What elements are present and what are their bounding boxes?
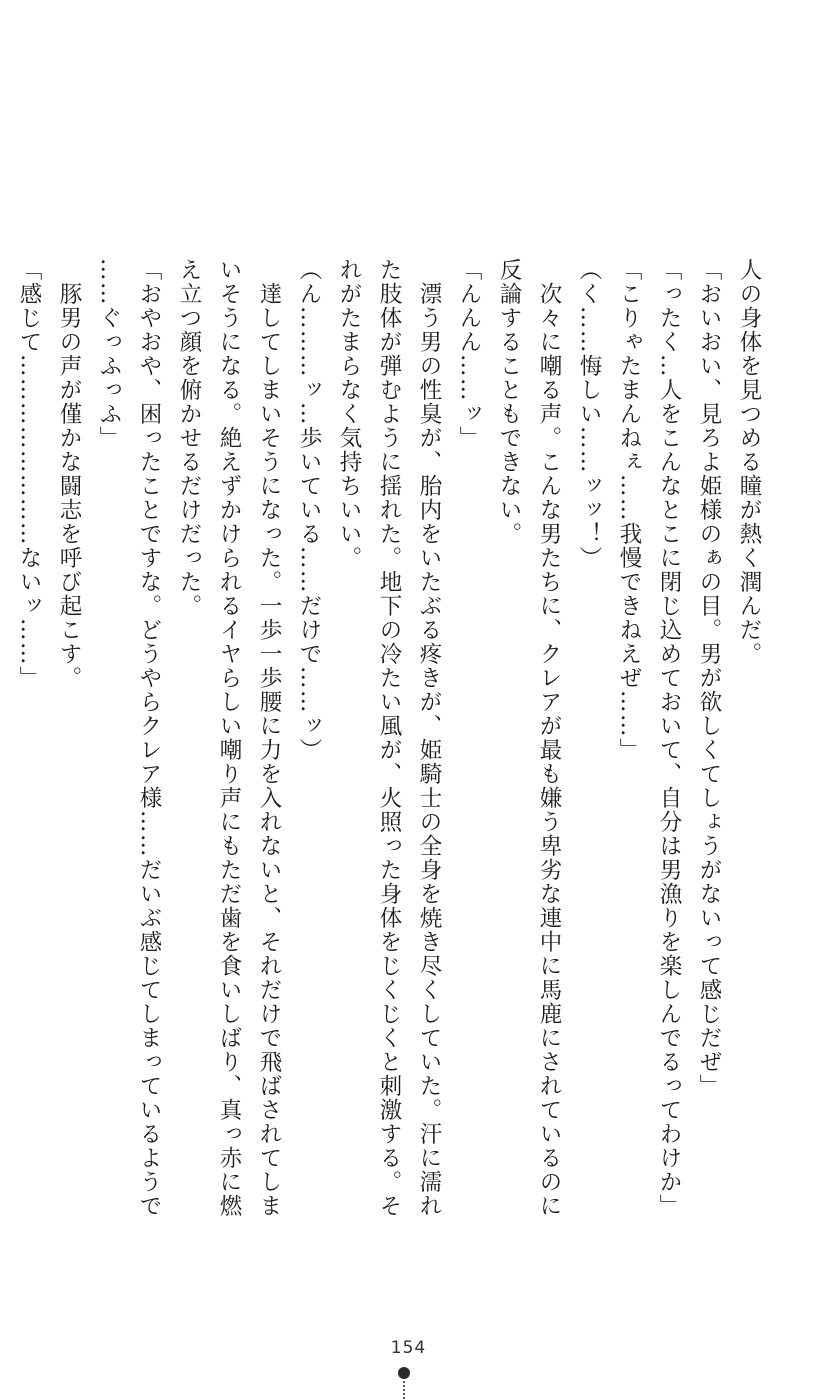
text-line: 達してしまいそうになった。一歩一歩腰に力を入れないと、それだけで飛ばされてしま	[256, 258, 282, 1218]
text-line: いそうになる。絶えずかけられるイヤらしい嘲り声にもただ歯を食いしばり、真っ赤に燃	[216, 258, 242, 1218]
text-line: 次々に嘲る声。こんな男たちに、クレアが最も嫌う卑劣な連中に馬鹿にされているのに	[536, 258, 562, 1218]
text-line: 「んんん……ッ」	[456, 258, 482, 450]
text-line: 「ったく…人をこんなとこに閉じ込めておいて、自分は男漁りを楽しんでるってわけか」	[656, 258, 682, 1218]
text-line: 「おやおや、困ったことですな。どうやらクレア様……だいぶ感じてしまっているようで	[136, 258, 162, 1218]
page-number: 154	[390, 1338, 427, 1358]
text-line: （ん………ッ…歩いている……だけで……ッ）	[296, 258, 322, 762]
text-line: （く……悔しい……ッッ！）	[576, 258, 602, 570]
page-dot-trail	[403, 1381, 405, 1400]
text-line: 人の身体を見つめる瞳が熱く潤んだ。	[736, 258, 762, 666]
text-line: 反論することもできない。	[496, 258, 522, 546]
text-line: 「おいおい、見ろよ姫様のぁの目。男が欲しくてしょうがないって感じだぜ」	[696, 258, 722, 1098]
page-dot-ornament	[398, 1367, 410, 1379]
text-line: え立つ顔を俯かせるだけだった。	[176, 258, 202, 618]
text-line: 豚男の声が僅かな闘志を呼び起こす。	[56, 258, 82, 690]
text-line: た肢体が弾むように揺れた。地下の冷たい風が、火照った身体をじくじくと刺激する。そ	[376, 258, 402, 1218]
text-line: 「感じて……………………ないッ……」	[16, 258, 42, 690]
text-line: 「こりゃたまんねぇ……我慢できねえぜ……」	[616, 258, 642, 762]
text-line: れがたまらなく気持ちいい。	[336, 258, 362, 570]
text-line: ……ぐっふっふ」	[96, 258, 122, 450]
vertical-text-body	[16, 258, 769, 1218]
text-line: 漂う男の性臭が、胎内をいたぶる疼きが、姫騎士の全身を焼き尽くしていた。汗に濡れ	[416, 258, 442, 1218]
